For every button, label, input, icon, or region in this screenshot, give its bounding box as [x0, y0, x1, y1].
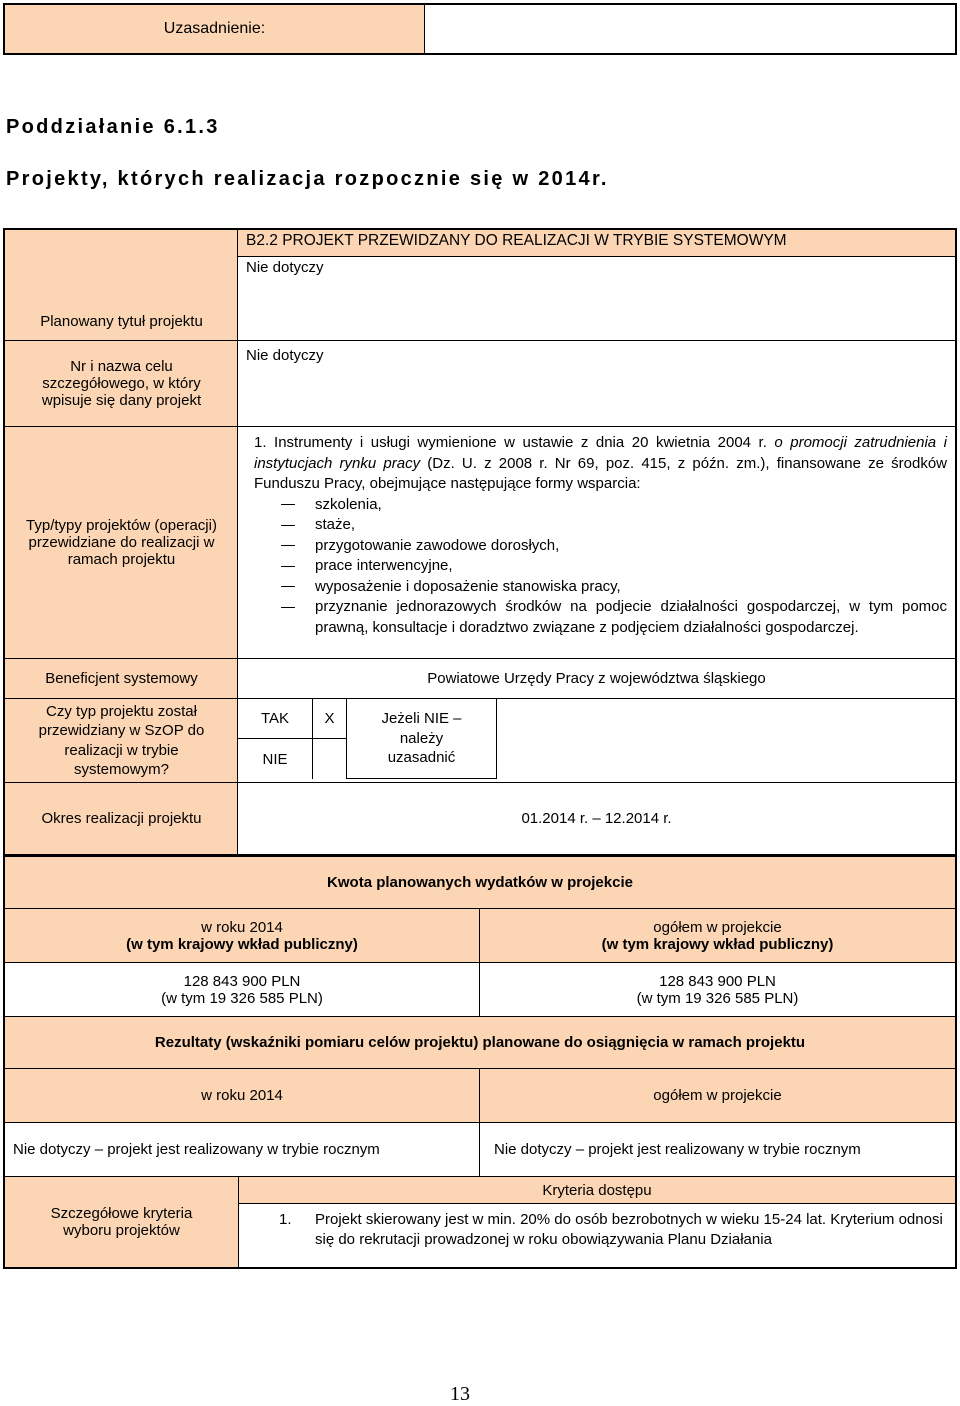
budget-total-head: [480, 909, 955, 963]
list-item: wyposażenie i doposażenie stanowiska pracy,: [281, 577, 947, 598]
justification-box: [3, 3, 957, 55]
list-item: staże,: [281, 515, 947, 536]
period-label: Okres realizacji projektu: [5, 782, 238, 854]
budget-year-value: [5, 963, 480, 1017]
beneficiary-value: Powiatowe Urzędy Pracy z województwa śląskiego: [238, 658, 955, 698]
nie-mark: [313, 739, 347, 779]
nie-cell: NIE: [238, 739, 313, 779]
goal-label: Nr i nazwa celu szczegółowego, w który wpisuje się dany projekt: [5, 340, 238, 426]
project-table: [3, 228, 957, 856]
criteria-item: [239, 1203, 955, 1267]
budget-total-value: [480, 963, 955, 1017]
support-forms-list: [254, 495, 947, 639]
dash-bullet: [281, 586, 295, 587]
tak-cell: TAK: [238, 699, 313, 739]
dash-bullet: [281, 566, 295, 567]
szop-area: [238, 698, 955, 782]
results-title: Rezultaty (wskaźniki pomiaru celów projektu) planowane do osiągnięcia w ramach projektu: [5, 1017, 955, 1069]
types-intro: [254, 433, 947, 495]
beneficiary-label: Beneficjent systemowy: [5, 658, 238, 698]
section-title: B2.2 PROJEKT PRZEWIDZANY DO REALIZACJI W TRYBIE SYSTEMOWYM: [238, 230, 955, 256]
budget-year-sub: (w tym krajowy wkład publiczny): [126, 935, 358, 953]
results-total-value: Nie dotyczy – projekt jest realizowany w trybie rocznym: [480, 1123, 955, 1177]
types-intro-rest: (Dz. U. z 2008 r. Nr 69, poz. 415, z późn. zm.), finansowane ze środków Funduszu Pracy, obejmujące następujące formy wsparcia:: [254, 454, 947, 492]
list-item: przygotowanie zawodowe dorosłych,: [281, 536, 947, 557]
budget-table: [3, 855, 957, 1269]
types-intro-law: o promocji zatrudnienia i instytucjach rynku pracy: [254, 434, 947, 472]
szop-label: Czy typ projektu został przewidziany w SzOP do realizacji w trybie systemowym?: [5, 698, 238, 782]
dash-bullet: [281, 525, 295, 526]
results-total-head: ogółem w projekcie: [480, 1069, 955, 1123]
title-label: Planowany tytuł projektu: [40, 313, 203, 330]
criteria-head: Kryteria dostępu: [239, 1177, 955, 1203]
if-no-justify: Jeżeli NIE – należy uzasadnić: [347, 699, 497, 779]
tak-mark: X: [313, 699, 347, 739]
results-year-value: Nie dotyczy – projekt jest realizowany w trybie rocznym: [5, 1123, 480, 1177]
budget-year-head: [5, 909, 480, 963]
period-value: 01.2014 r. – 12.2014 r.: [238, 782, 955, 854]
dash-bullet: [281, 607, 295, 638]
amount: 128 843 900 PLN: [659, 972, 776, 990]
dash-bullet: [281, 545, 295, 546]
page-number: 13: [450, 1383, 470, 1405]
budget-title: Kwota planowanych wydatków w projekcie: [5, 857, 955, 909]
results-year-head: w roku 2014: [5, 1069, 480, 1123]
projects-heading: Projekty, których realizacja rozpocznie się w 2014r.: [6, 168, 609, 190]
list-item: szkolenia,: [281, 495, 947, 516]
types-label: Typ/typy projektów (operacji) przewidziane do realizacji w ramach projektu: [5, 426, 238, 658]
justification-label: Uzasadnienie:: [5, 5, 425, 53]
amount-sub: (w tym 19 326 585 PLN): [161, 989, 323, 1007]
amount: 128 843 900 PLN: [183, 972, 301, 990]
criteria-text: Projekt skierowany jest w min. 20% do osób bezrobotnych w wieku 15-24 lat. Kryterium odnosi się do rekrutacji prowadzonej w roku obowiązywania Planu Działania: [315, 1211, 943, 1248]
amount-sub: (w tym 19 326 585 PLN): [636, 989, 799, 1007]
subaction-heading: Poddziałanie 6.1.3: [6, 116, 220, 138]
list-item: prace interwencyjne,: [281, 556, 947, 577]
criteria-number: 1.: [279, 1211, 292, 1228]
budget-total-sub: (w tym krajowy wkład publiczny): [601, 935, 834, 953]
title-value: Nie dotyczy: [238, 256, 955, 340]
criteria-label: Szczegółowe kryteria wyboru projektów: [5, 1177, 239, 1267]
budget-year-label: w roku 2014: [201, 918, 283, 936]
types-value: [238, 426, 955, 658]
dash-bullet: [281, 504, 295, 505]
goal-value: Nie dotyczy: [238, 340, 955, 426]
budget-total-label: ogółem w projekcie: [653, 918, 782, 936]
types-intro-plain: 1. Instrumenty i usługi wymienione w ustawie z dnia 20 kwietnia 2004 r.: [254, 434, 767, 451]
list-item: przyznanie jednorazowych środków na podjecie działalności gospodarczej, w tym pomoc prawną, konsultacje i doradztwo związane z podjęciem działalności gospodarczej.: [281, 597, 947, 638]
